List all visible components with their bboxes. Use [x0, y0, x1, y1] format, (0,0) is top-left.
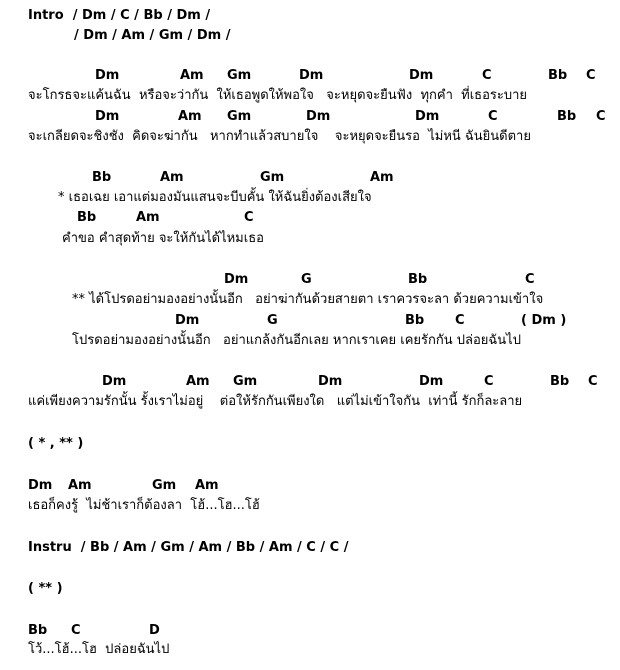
prechorus-lyric-1: * เธอเฉย เอาแต่มองมันแสนจะบีบคั้น ให้ฉันยิ่งต้องเสียใจ — [58, 190, 372, 205]
chorus-lyric-1: ** ได้โปรดอย่ามองอย่างนั้นอีก อย่าฆ่ากันด้วยสายตา เราควรจะลา ด้วยความเข้าใจ — [72, 292, 544, 307]
chord: Dm — [95, 68, 120, 83]
chord: Bb — [92, 170, 112, 185]
chord: Dm — [415, 109, 440, 124]
chord: C — [588, 374, 598, 389]
verse1-lyric-1: จะโกรธจะแค้นฉัน หรือจะว่ากัน ให้เธอพูดให้พอใจ จะหยุดจะยืนฟัง ทุกคำ ที่เธอระบาย — [28, 88, 528, 103]
chord: C — [71, 623, 81, 638]
chord: Bb — [557, 109, 577, 124]
chord: Gm — [227, 109, 252, 124]
chord: Gm — [260, 170, 285, 185]
chord: C — [482, 68, 492, 83]
chord: Am — [180, 68, 204, 83]
repeat-marker-1: ( * , ** ) — [28, 436, 84, 451]
intro-line-2: / Dm / Am / Gm / Dm / — [74, 28, 231, 43]
chord: G — [301, 272, 312, 287]
chord: Am — [160, 170, 184, 185]
intro-line-1: Intro / Dm / C / Bb / Dm / — [28, 8, 211, 23]
chorus-lyric-2: โปรดอย่ามองอย่างนั้นอีก อย่าแกล้งกันอีกเลย หากเราเคย เคยรักกัน ปล่อยฉันไป — [72, 333, 521, 348]
bridge-lyric: เธอก็คงรู้ ไม่ช้าเราก็ต้องลา โฮ้...โฮ...โฮ้ — [28, 498, 260, 513]
chord: Bb — [77, 210, 97, 225]
chord: C — [484, 374, 494, 389]
chord: C — [244, 210, 254, 225]
chord: Dm — [102, 374, 127, 389]
verse2-lyric: แค่เพียงความรักนั้น รั้งเราไม่อยู่ ต่อให้รักกันเพียงใด แต่ไม่เข้าใจกัน เท่านี้ รักก็ละลาย — [28, 394, 523, 409]
verse1-lyric-2: จะเกลียดจะชิงชัง คิดจะฆ่ากัน หากทำแล้วสบายใจ จะหยุดจะยืนรอ ไม่หนี ฉันยินดีตาย — [28, 129, 531, 144]
chord: Gm — [152, 478, 177, 493]
chord: Bb — [408, 272, 428, 287]
prechorus-lyric-2: คำขอ คำสุดท้าย จะให้กันได้ไหมเธอ — [62, 231, 264, 246]
chord: Bb — [548, 68, 568, 83]
chord: Dm — [175, 313, 200, 328]
chord: Gm — [227, 68, 252, 83]
chord: Am — [136, 210, 160, 225]
instrumental-line: Instru / Bb / Am / Gm / Am / Bb / Am / C / C / — [28, 540, 349, 555]
chord: D — [149, 623, 160, 638]
chord: Am — [178, 109, 202, 124]
chord: Bb — [28, 623, 48, 638]
chord: C — [596, 109, 606, 124]
chord: ( Dm ) — [521, 313, 567, 328]
chord: Dm — [409, 68, 434, 83]
chord: Dm — [306, 109, 331, 124]
repeat-marker-2: ( ** ) — [28, 581, 63, 596]
chord: Dm — [318, 374, 343, 389]
chord: Am — [370, 170, 394, 185]
chord: Bb — [405, 313, 425, 328]
chord: Dm — [224, 272, 249, 287]
outro-lyric: โว้...โฮ้...โฮ ปล่อยฉันไป — [28, 642, 170, 657]
chord: Am — [68, 478, 92, 493]
chord: Gm — [233, 374, 258, 389]
chord: C — [525, 272, 535, 287]
chord: C — [586, 68, 596, 83]
chord: Am — [195, 478, 219, 493]
chord: Dm — [95, 109, 120, 124]
chord: Dm — [28, 478, 53, 493]
chord: G — [267, 313, 278, 328]
chord: Dm — [419, 374, 444, 389]
chord: Am — [186, 374, 210, 389]
chord: C — [488, 109, 498, 124]
chord: Dm — [299, 68, 324, 83]
chord: C — [455, 313, 465, 328]
chord: Bb — [550, 374, 570, 389]
